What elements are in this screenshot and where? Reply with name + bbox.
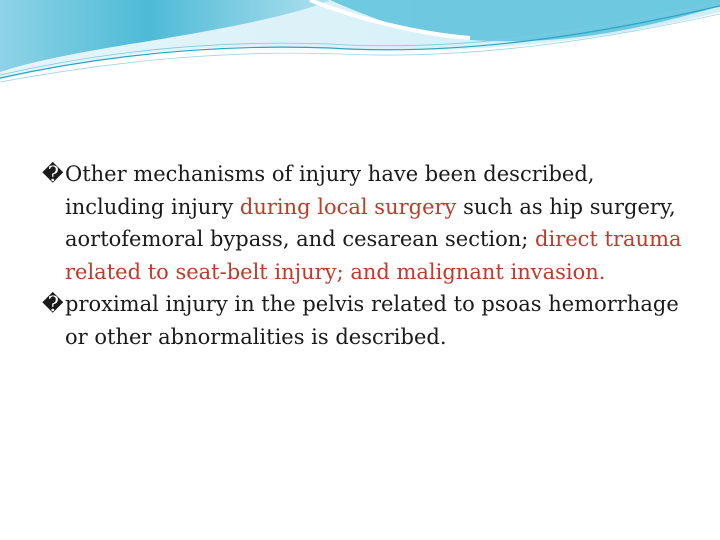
slide-body: [42, 158, 682, 353]
bullet-icon: �: [42, 292, 64, 316]
paragraph-1-text-b: such as hip surgery, aortofemoral bypass, and cesarean section;: [65, 194, 676, 251]
paragraph-1-text-a: Other mechanisms of injury have been described, including injury: [65, 162, 595, 219]
paragraph-1-highlight-trauma: direct trauma related to seat-belt injury; and malignant invasion.: [65, 227, 682, 284]
bullet-icon: �: [42, 162, 64, 186]
paragraph-1-highlight-surgery: during local surgery: [239, 194, 457, 219]
paragraph-2-text: proximal injury in the pelvis related to psoas hemorrhage or other abnormalities is described.: [65, 292, 679, 349]
bullet-paragraph-2: [42, 288, 682, 353]
header-wave-decoration: [0, 0, 720, 90]
bullet-paragraph-1: [42, 158, 682, 288]
